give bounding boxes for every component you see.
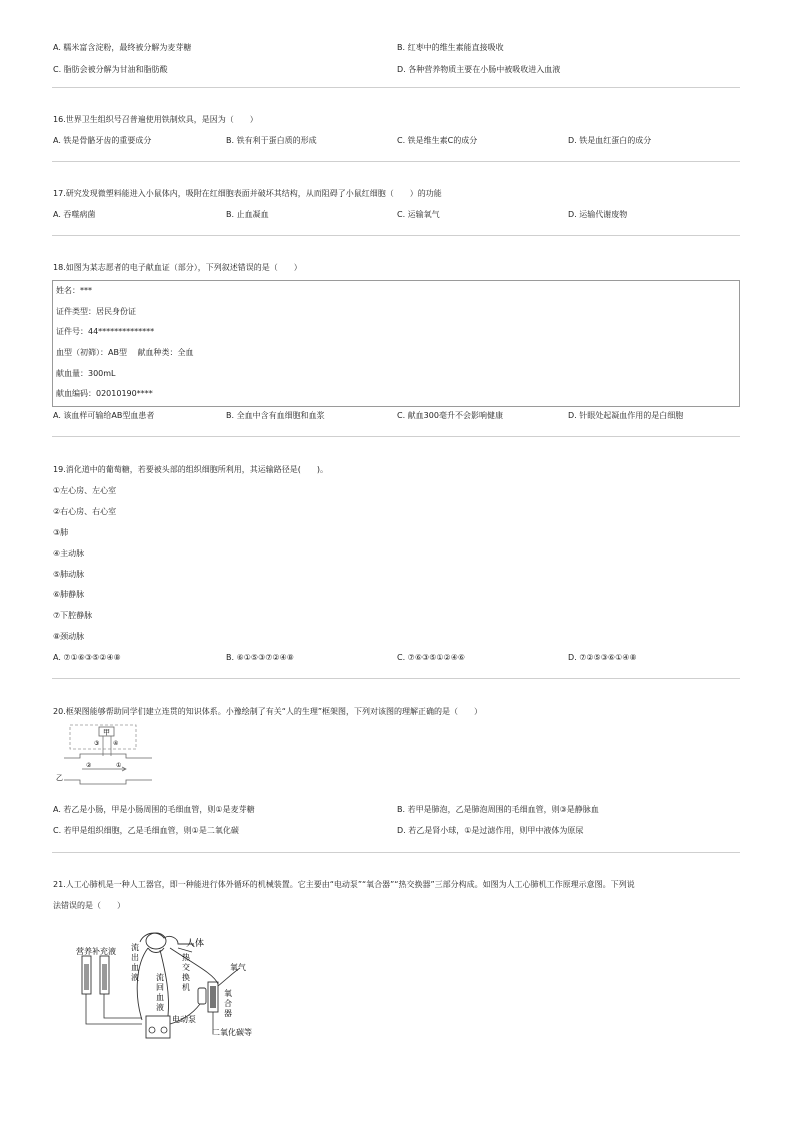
fig-label-1: ① [116,762,122,769]
q15-option-d: D. 各种营养物质主要在小肠中被吸收进入血液 [397,65,561,74]
q20-option-c: C. 若甲是组织细胞，乙是毛细血管，则①是二氧化碳 [53,826,239,835]
label-oxygenator-1: 氧 [224,989,232,998]
q16-option-b: B. 铁有利于蛋白质的形成 [226,136,317,145]
q20-option-b: B. 若甲是肺泡，乙是肺泡周围的毛细血管，则③是静脉血 [397,805,599,814]
q18-option-b: B. 全血中含有血细胞和血浆 [226,411,325,420]
q19-item-6: ⑥肺静脉 [53,590,85,599]
blood-donation-card [52,280,740,407]
q19-item-7: ⑦下腔静脉 [53,611,93,620]
q19-item-4: ④主动脉 [53,549,85,558]
q20-framework-diagram [56,722,160,792]
q21-stem-line-1: 21.人工心肺机是一种人工器官，即一种能进行体外循环的机械装置。它主要由“电动泵”“氧合器”“热交换器”三部分构成。如图为人工心肺机工作原理示意图。下列说 [53,880,635,889]
q20-stem: 20.框架图能够帮助同学们建立连贯的知识体系。小豫绘制了有关“人的生理”框架图，下列对该图的理解正确的是（ ） [53,707,483,716]
divider [52,235,740,236]
divider [52,161,740,162]
label-oxygen: 氧气 [230,963,246,972]
label-outflow-4: 液 [131,973,139,982]
divider [52,87,740,88]
q17-option-d: D. 运输代谢废物 [568,210,628,219]
card-line-id-number: 证件号：44************** [56,327,155,336]
q19-option-d: D. ⑦②⑤③⑥①④⑧ [568,653,637,662]
q19-item-2: ②右心房、右心室 [53,507,117,516]
label-outflow-3: 血 [131,963,139,972]
label-return-2: 回 [156,983,164,992]
divider [52,436,740,437]
q18-option-d: D. 针眼处起凝血作用的是白细胞 [568,411,684,420]
fig-label-4: ④ [113,740,119,747]
label-return-4: 液 [156,1003,164,1012]
label-return-1: 流 [156,973,164,982]
label-nutrient-solution: 营养补充液 [76,947,116,956]
q19-item-1: ①左心房、左心室 [53,486,117,495]
q17-option-b: B. 止血凝血 [226,210,269,219]
q17-option-c: C. 运输氧气 [397,210,440,219]
card-line-code: 献血编码：02010190**** [56,389,153,398]
q19-stem: 19.消化道中的葡萄糖，若要被头部的组织细胞所利用，其运输路径是( )。 [53,465,328,474]
q17-stem: 17.研究发现微塑料能进入小鼠体内，吸附在红细胞表面并破坏其结构，从而阻碍了小鼠红细胞（ ）的功能 [53,189,442,198]
q15-option-a: A. 糯米富含淀粉，最终被分解为麦芽糖 [53,43,192,52]
q21-stem-line-2: 法错误的是（ ） [53,901,125,910]
label-outflow-2: 出 [131,953,139,962]
card-line-name: 姓名：*** [56,286,92,295]
q16-option-a: A. 铁是骨骼牙齿的重要成分 [53,136,152,145]
label-return-3: 血 [156,993,164,1002]
fig-label-jia: 甲 [103,728,110,737]
q18-option-c: C. 献血300毫升不会影响健康 [397,411,503,420]
card-line-volume: 献血量：300mL [56,369,116,378]
heart-lung-machine-diagram [74,924,260,1042]
divider [52,678,740,679]
label-heat-2: 交 [182,963,190,972]
divider [52,852,740,853]
card-line-id-type: 证件类型：居民身份证 [56,307,136,316]
label-oxygenator-2: 合 [224,999,232,1008]
fig-label-3: ③ [94,740,100,747]
fig-label-yi: 乙 [56,774,63,782]
q18-option-a: A. 该血样可输给AB型血患者 [53,411,155,420]
label-heat-3: 换 [182,973,190,982]
q15-option-c: C. 脂肪会被分解为甘油和脂肪酸 [53,65,168,74]
label-oxygenator-3: 器 [224,1009,232,1018]
q15-option-b: B. 红枣中的维生素能直接吸收 [397,43,504,52]
q16-stem: 16.世界卫生组织号召普遍使用铁制炊具，是因为（ ） [53,115,258,124]
q16-option-d: D. 铁是血红蛋白的成分 [568,136,652,145]
label-heat-1: 热 [182,953,190,962]
label-heat-4: 机 [182,983,190,992]
label-human-body: 人体 [186,939,205,949]
q19-option-c: C. ⑦⑥③⑤①②④⑥ [397,653,466,662]
fig-label-2: ② [86,762,92,769]
q16-option-c: C. 铁是维生素C的成分 [397,136,478,145]
label-outflow-1: 流 [131,943,139,952]
q19-item-5: ⑤肺动脉 [53,570,85,579]
q20-option-d: D. 若乙是肾小球，①是过滤作用，则甲中液体为原尿 [397,826,584,835]
q20-option-a: A. 若乙是小肠，甲是小肠周围的毛细血管，则①是麦芽糖 [53,805,255,814]
label-electric-pump: 电动泵 [172,1015,196,1024]
q19-option-a: A. ⑦①⑥③⑤②④⑧ [53,653,121,662]
q19-option-b: B. ⑥①⑤③⑦②④⑧ [226,653,294,662]
q18-stem: 18.如图为某志愿者的电子献血证（部分），下列叙述错误的是（ ） [53,263,302,272]
q17-option-a: A. 吞噬病菌 [53,210,96,219]
card-line-blood-type: 血型（初筛）：AB型 献血种类：全血 [56,348,194,357]
q19-item-3: ③肺 [53,528,69,537]
q19-item-8: ⑧颈动脉 [53,632,85,641]
label-co2: 二氧化碳等 [212,1028,252,1037]
